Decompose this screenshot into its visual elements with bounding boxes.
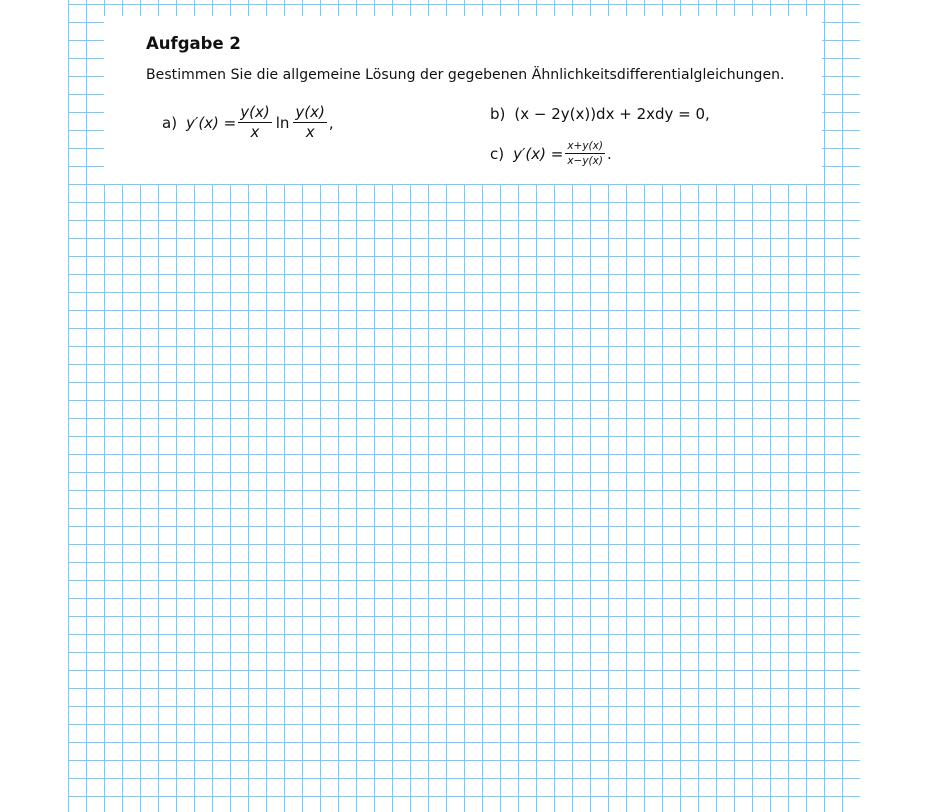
equation-a-lhs: y′(x) = bbox=[186, 113, 237, 132]
equation-a-fraction-1-numerator: y(x) bbox=[238, 104, 271, 123]
equation-c bbox=[490, 140, 612, 167]
equation-a-fraction-2-numerator: y(x) bbox=[293, 104, 326, 123]
equation-a-ln: ln bbox=[275, 113, 290, 132]
equation-a bbox=[162, 104, 334, 142]
equation-c-period: . bbox=[606, 144, 612, 163]
task-instruction: Bestimmen Sie die allgemeine Lösung der gegebenen Ähnlichkeitsdifferentialgleichungen. bbox=[146, 67, 785, 83]
equation-b-label: b) bbox=[490, 105, 506, 123]
task-box bbox=[104, 16, 822, 184]
equation-b-expression: (x − 2y(x))dx + 2xdy = 0, bbox=[514, 105, 710, 123]
equation-a-label: a) bbox=[162, 113, 178, 132]
task-heading: Aufgabe 2 bbox=[146, 34, 241, 53]
equation-a-fraction-2 bbox=[293, 104, 326, 142]
equation-c-fraction bbox=[565, 140, 605, 167]
equation-c-fraction-numerator: x+y(x) bbox=[565, 140, 605, 154]
equation-a-fraction-1 bbox=[238, 104, 271, 142]
equation-b bbox=[490, 105, 710, 123]
equation-c-label: c) bbox=[490, 144, 505, 163]
equation-c-fraction-denominator: x−y(x) bbox=[567, 155, 603, 168]
equation-a-fraction-2-denominator: x bbox=[305, 123, 315, 142]
equation-a-fraction-1-denominator: x bbox=[250, 123, 260, 142]
equation-a-comma: , bbox=[328, 113, 334, 132]
equation-c-lhs: y′(x) = bbox=[513, 144, 564, 163]
